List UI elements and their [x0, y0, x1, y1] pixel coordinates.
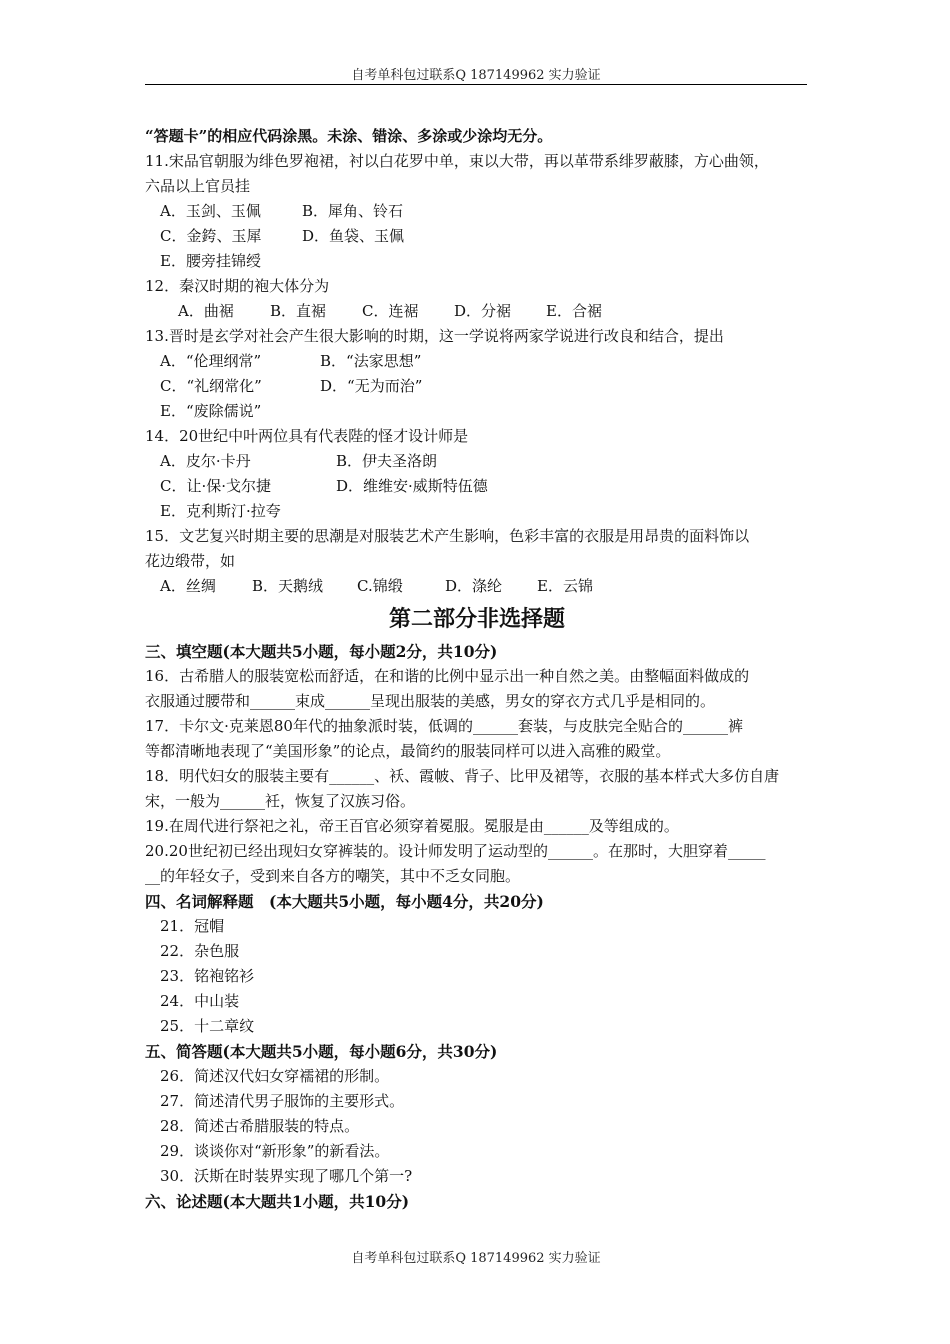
option-a: A．曲裾: [178, 302, 234, 320]
question-14: [145, 424, 809, 524]
option-b: B．天鹅绒: [252, 577, 324, 595]
option-row: [145, 399, 809, 424]
list-item: 25．十二章纹: [160, 1017, 255, 1035]
option-row: [145, 474, 809, 499]
question-20-cont: __的年轻女子，受到来自各方的嘲笑，其中不乏女同胞。: [145, 867, 521, 885]
option-c: C．“礼纲常化”: [160, 377, 262, 395]
question-20: 20.20世纪初已经出现妇女穿裤装的。设计师发明了运动型的______。在那时，大胆穿着_____: [145, 842, 766, 860]
option-e: E．云锦: [537, 577, 593, 595]
option-row: [145, 224, 809, 249]
list-item: 22．杂色服: [160, 942, 240, 960]
option-row: [145, 499, 809, 524]
option-c: C．连裾: [362, 302, 419, 320]
page-footer: 自考单科包过联系Q 187149962 实力验证: [351, 1251, 601, 1266]
section-short-answer: [145, 1039, 809, 1189]
option-row: [145, 249, 809, 274]
option-d: D．“无为而治”: [320, 377, 423, 395]
option-b: B．“法家思想”: [320, 352, 422, 370]
option-d: D．涤纶: [445, 577, 503, 595]
question-stem: 13.晋时是玄学对社会产生很大影响的时期，这一学说将两家学说进行改良和结合，提出: [145, 327, 724, 345]
option-row: [145, 299, 809, 324]
option-e: E．“废除儒说”: [160, 402, 262, 420]
question-stem: 14．20世纪中叶两位具有代表陛的怪才设计师是: [145, 427, 469, 445]
section-fill-blank: [145, 639, 809, 889]
option-c: C.锦缎: [357, 577, 403, 595]
option-row: [145, 374, 809, 399]
section-title: 四、名词解释题 (本大题共5小题，每小题4分，共20分): [145, 892, 544, 911]
option-a: A．玉剑、玉佩: [160, 202, 261, 220]
option-row: [145, 349, 809, 374]
question-stem: 12．秦汉时期的袍大体分为: [145, 277, 330, 295]
option-c: C．让·保·戈尔捷: [160, 477, 272, 495]
question-18: 18．明代妇女的服装主要有______、袄、霞帔、背子、比甲及裙等，衣服的基本样式大多仿自唐: [145, 767, 780, 785]
option-row: [145, 574, 809, 599]
option-c: C．金銙、玉犀: [160, 227, 262, 245]
question-16: 16．古希腊人的服装宽松而舒适，在和谐的比例中显示出一种自然之美。由整幅面料做成的: [145, 667, 750, 685]
page-header: 自考单科包过联系Q 187149962 实力验证: [351, 68, 601, 83]
list-item: 29．谈谈你对“新形象”的新看法。: [160, 1142, 390, 1160]
option-e: E．合裾: [546, 302, 602, 320]
question-15: [145, 524, 809, 599]
question-stem-cont: 花边缎带，如: [145, 552, 236, 570]
option-b: B．直裾: [270, 302, 327, 320]
question-17: 17．卡尔文·克莱恩80年代的抽象派时装，低调的______套装，与皮肤完全贴合的______裤: [145, 717, 743, 735]
option-e: E．腰旁挂锦绶: [160, 252, 261, 270]
question-stem: 11.宋品官朝服为绯色罗袍裙，衬以白花罗中单，束以大带，再以革带系绯罗蔽膝，方心曲领，: [145, 152, 769, 170]
list-item: 28．简述古希腊服装的特点。: [160, 1117, 360, 1135]
instruction-line: “答题卡”的相应代码涂黑。未涂、错涂、多涂或少涂均无分。: [145, 127, 553, 145]
part-two-title: 第二部分非选择题: [388, 606, 565, 632]
section-title: 三、填空题(本大题共5小题，每小题2分，共10分): [145, 642, 498, 661]
question-16-cont: 衣服通过腰带和______束成______呈现出服装的美感，男女的穿衣方式几乎是相同的。: [145, 692, 716, 710]
list-item: 26．简述汉代妇女穿襦裙的形制。: [160, 1067, 390, 1085]
option-row: [145, 449, 809, 474]
option-b: B．犀角、铃石: [302, 202, 404, 220]
question-stem: 15．文艺复兴时期主要的思潮是对服装艺术产生影响，色彩丰富的衣服是用昂贵的面料饰以: [145, 527, 750, 545]
list-item: 21．冠帽: [160, 917, 225, 935]
option-d: D．维维安·威斯特伍德: [336, 477, 488, 495]
option-d: D．鱼袋、玉佩: [302, 227, 405, 245]
section-essay: [145, 1189, 809, 1214]
question-12: [145, 274, 809, 324]
option-b: B．伊夫圣洛朗: [336, 452, 438, 470]
question-19: 19.在周代进行祭祀之礼，帝王百官必须穿着冕服。冕服是由______及等组成的。: [145, 817, 679, 835]
option-e: E．克利斯汀·拉夸: [160, 502, 281, 520]
option-row: [145, 199, 809, 224]
header-divider: [145, 84, 807, 85]
question-13: [145, 324, 809, 424]
section-term-definition: [145, 889, 809, 1039]
section-title: 五、简答题(本大题共5小题，每小题6分，共30分): [145, 1042, 498, 1061]
list-item: 24．中山装: [160, 992, 240, 1010]
option-a: A．丝绸: [160, 577, 216, 595]
question-11: [145, 149, 809, 274]
question-18-cont: 宋，一般为______衽，恢复了汉族习俗。: [145, 792, 416, 810]
question-17-cont: 等都清晰地表现了“美国形象”的论点，最简约的服装同样可以进入高雅的殿堂。: [145, 742, 671, 760]
option-a: A．皮尔·卡丹: [160, 452, 251, 470]
list-item: 30．沃斯在时装界实现了哪几个第一?: [160, 1167, 413, 1185]
list-item: 23．铭袍铭衫: [160, 967, 255, 985]
section-title: 六、论述题(本大题共1小题，共10分): [145, 1192, 410, 1211]
question-stem-cont: 六品以上官员挂: [145, 177, 251, 195]
list-item: 27．简述清代男子服饰的主要形式。: [160, 1092, 405, 1110]
option-a: A．“伦理纲常”: [160, 352, 262, 370]
exam-content: [145, 124, 809, 1214]
option-d: D．分裾: [454, 302, 512, 320]
